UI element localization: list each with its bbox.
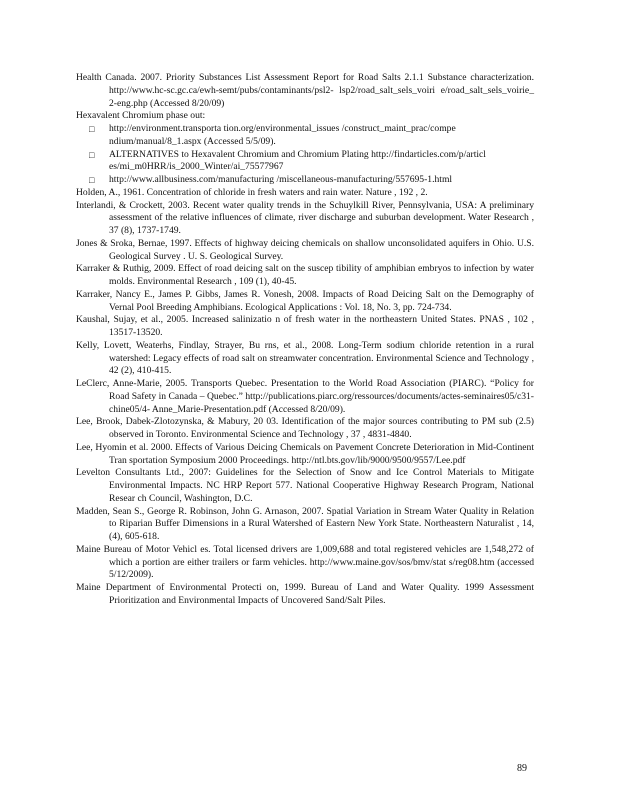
reference-line: Assessment Prioritization and Environmental Impacts of Uncovered Sand/Salt Piles.	[109, 582, 535, 606]
reference-entry	[76, 340, 534, 378]
reference-line: Holden, A., 1961. Concentration of chloride in fresh waters and rain water. Nature , 192 , 2.	[76, 186, 428, 198]
reference-line: No. 3, pp. 724-734.	[376, 301, 452, 313]
reference-line: ALTERNATIVES to Hexavalent Chromium and Chromium Plating	[109, 148, 369, 160]
reference-entry	[76, 187, 534, 200]
reference-entry	[76, 238, 534, 264]
reference-line: characterization. http://www.hc-sc.gc.ca/ewh-semt/pubs/contaminants/psl2-	[109, 72, 534, 96]
reference-entry	[76, 200, 534, 238]
reference-entry	[76, 506, 534, 544]
reference-line: vehicles are 1,548,272 of which a portion are either trailers or farm vehicles.	[109, 543, 534, 568]
reference-line: http://www.maine.gov/sos/bmv/stat s/reg08.htm (accessed 5/12/2009).	[109, 556, 534, 581]
reference-line: Environmental Science and Technology , 42 (2), 410-415.	[109, 352, 534, 377]
reference-line: Jones & Sroka, Bernae, 1997. Effects of highway deicing chemicals on shallow unconsolidated	[76, 237, 446, 249]
page-number: 89	[517, 763, 527, 774]
reference-line: Anne_Marie-Presentation.pdf (Accessed 8/20/09).	[151, 403, 346, 415]
reference-entry	[76, 263, 534, 289]
bullet-icon: □	[89, 175, 95, 185]
reference-line: LeClerc, Anne-Marie, 2005. Transports Quebec. Presentation to the World Road Association	[76, 378, 446, 389]
reference-line: Research Program, National Resear ch Council, Washington, D.C.	[109, 480, 534, 504]
reference-line: lsp2/road_salt_sels_voiri e/road_salt_sels_voirie_ 2-eng.php (Accessed 8/20/09)	[109, 84, 534, 109]
reference-line: http://findarticles.com/p/articl es/mi_m0HRR/is_2000_Winter/ai_75577967	[109, 148, 486, 173]
reference-entry	[76, 72, 534, 110]
reference-entry	[76, 467, 534, 505]
reference-entry	[76, 582, 534, 608]
reference-sub-entry	[76, 174, 534, 187]
reference-line: the Demography of Vernal Pool Breeding Amphibians. Ecological Applications : Vol. 18,	[109, 288, 534, 313]
reference-line: Karraker & Ruthig, 2009. Effect of road deicing salt on the suscep tibility of amphibian embryos	[76, 263, 451, 275]
reference-line: Maine Bureau of Motor Vehicl es. Total licensed drivers are 1,009,688 and total registered	[76, 543, 432, 555]
reference-line: suburban development. Water Research , 37 (8), 1737-1749.	[109, 212, 535, 236]
reference-line: Hexavalent Chromium phase out:	[76, 110, 206, 122]
reference-line: http://environment.transporta tion.org/environmental_issues /construct_maint_prac/compe	[109, 123, 456, 134]
reference-line: to infection by water molds. Environmental Research , 109 (1), 40-45.	[109, 263, 534, 287]
reference-line: Madden, Sean S., George R. Robinson, John G. Arnason, 2007. Spatial Variation in Stream	[76, 505, 432, 517]
reference-line: Lee, Brook, Dabek-Zlotozynska, & Mabury, 20 03. Identification of the major sources	[76, 416, 418, 428]
reference-entry	[76, 289, 534, 315]
reference-line: Interlandi, & Crockett, 2003. Recent water quality trends in the Schuylkill River, Pennsylvania,	[76, 199, 452, 211]
reference-line: http://publications.piarc.org/ressources/documents/actes-seminaires05/c31-chine05/4-	[109, 390, 534, 415]
reference-line: States. PNAS , 102 , 13517-13520.	[109, 314, 534, 338]
reference-line: Health Canada. 2007. Priority Substances List Assessment Report for Road Salts 2.1.1 Substance	[76, 72, 467, 83]
reference-sub-entry	[76, 123, 534, 149]
reference-entry	[76, 314, 534, 340]
reference-entry	[76, 544, 534, 582]
reference-line: Lee, Hyomin et al. 2000. Effects of Various Deicing Chemicals on Pavement Concrete	[76, 441, 411, 453]
reference-entry	[76, 378, 534, 416]
reference-line: Deterioration in Mid-Continent Tran sportation Symposium 2000 Proceedings.	[109, 441, 534, 466]
reference-line: Karraker, Nancy E., James P. Gibbs, James R. Vonesh, 2008. Impacts of Road Deicing Salt on	[76, 288, 454, 300]
reference-line: http://ntl.bts.gov/lib/9000/9500/9557/Lee.pdf	[291, 454, 466, 466]
bullet-icon: □	[89, 124, 95, 134]
reference-entry	[76, 110, 534, 123]
reference-line: http://www.allbusiness.com/manufacturing /miscellaneous-manufacturing/557695-1.html	[109, 174, 453, 185]
reference-line: contributing to PM sub (2.5) observed in Toronto. Environmental Science and	[109, 416, 535, 440]
reference-line: aquifers in Ohio. U.S. Geological Survey . U. S. Geological Survey.	[109, 237, 534, 262]
reference-list	[76, 72, 534, 608]
reference-line: Eastern New York State. Northeastern Naturalist , 14, (4), 605-618.	[109, 518, 534, 542]
reference-line: to Mitigate Environmental Impacts. NC HRP Report 577. National Cooperative Highway	[109, 467, 534, 491]
bullet-icon: □	[89, 149, 95, 160]
reference-line: retention in a rural watershed: Legacy effects of road salt on streamwater concentration.	[109, 339, 534, 364]
reference-line: Kaushal, Sujay, et al., 2005. Increased salinizatio n of fresh water in the northeastern United	[76, 314, 447, 326]
reference-line: Technology , 37 , 4831-4840.	[298, 429, 412, 440]
reference-line: USA: A preliminary assessment of the relative influences of climate, river discharge and	[109, 199, 534, 224]
reference-entry	[76, 416, 534, 442]
reference-sub-entry	[76, 149, 534, 175]
reference-line: Maine Department of Environmental Protecti on, 1999. Bureau of Land and Water Quality. 1999	[76, 582, 484, 593]
reference-line: Water Quality in Relation to Riparian Buffer Dimensions in a Rural Watershed of	[109, 505, 534, 530]
reference-line: ndium/manual/8_1.aspx (Accessed 5/5/09).	[109, 135, 276, 147]
reference-line: Levelton Consultants Ltd., 2007: Guidelines for the Selection of Snow and Ice Control Materials	[76, 467, 484, 479]
reference-entry	[76, 442, 534, 468]
reference-line: (PIARC). “Policy for Road Safety in Canada – Quebec.”	[109, 378, 534, 402]
reference-line: Kelly, Lovett, Weaterhs, Findlay, Strayer, Bu rns, et al., 2008. Long-Term sodium chloride	[76, 339, 451, 351]
